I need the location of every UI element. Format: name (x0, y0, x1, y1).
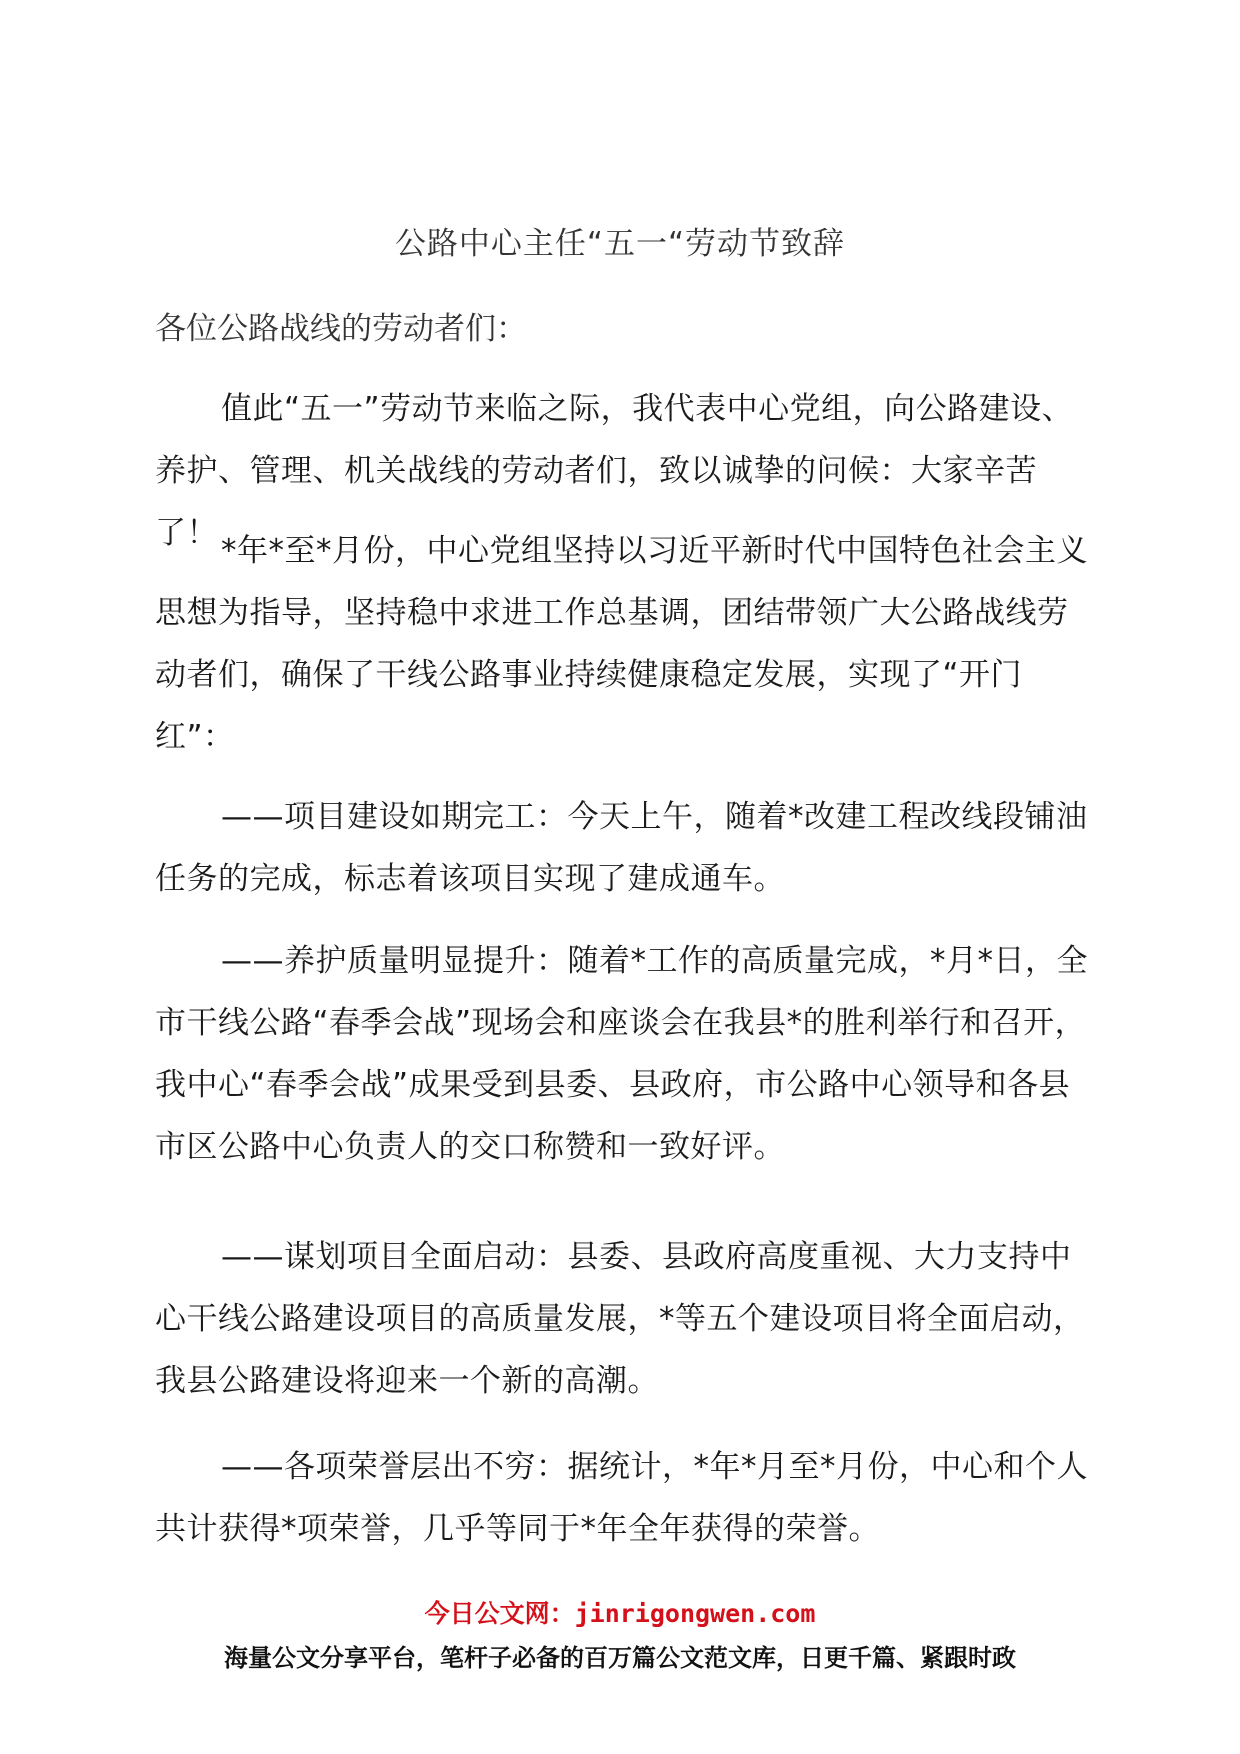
footer-site-label: 今日公文网： (424, 1599, 575, 1628)
footer-site-line (0, 1594, 1240, 1630)
footer-site-url-link[interactable]: jinrigongwen.com (574, 1599, 816, 1628)
salutation: 各位公路战线的劳动者们： (155, 311, 527, 347)
paragraph-project-launch: ——谋划项目全面启动：县委、县政府高度重视、大力支持中心干线公路建设项目的高质量发展，*等五个建设项目将全面启动，我县公路建设将迎来一个新的高潮。 (155, 1239, 1085, 1399)
footer-tagline: 海量公文分享平台，笔杆子必备的百万篇公文范文库，日更千篇、紧跟时政 (224, 1644, 1016, 1672)
paragraph-project-completion: ——项目建设如期完工：今天上午，随着*改建工程改线段铺油任务的完成，标志着该项目实现了建成通车。 (155, 799, 1088, 897)
paragraph-maintenance-quality: ——养护质量明显提升：随着*工作的高质量完成，*月*日，全市干线公路“春季会战”现场会和座谈会在我县*的胜利举行和召开，我中心“春季会战”成果受到县委、县政府，市公路中心领导和各县市区公路中心负责人的交口称赞和一致好评。 (155, 943, 1088, 1165)
document-title: 公路中心主任“五一“劳动节致辞 (394, 226, 846, 262)
paragraph-honors: ——各项荣誉层出不穷：据统计，*年*月至*月份，中心和个人共计获得*项荣誉，几乎等同于*年全年获得的荣誉。 (155, 1449, 1088, 1547)
paragraph-greeting: 值此“五一”劳动节来临之际，我代表中心党组，向公路建设、养护、管理、机关战线的劳动者们，致以诚挚的问候：大家辛苦了！ (155, 391, 1074, 551)
paragraph-summary: *年*至*月份，中心党组坚持以习近平新时代中国特色社会主义思想为指导，坚持稳中求进工作总基调，团结带领广大公路战线劳动者们，确保了干线公路事业持续健康稳定发展，实现了“开门红”： (155, 533, 1088, 755)
